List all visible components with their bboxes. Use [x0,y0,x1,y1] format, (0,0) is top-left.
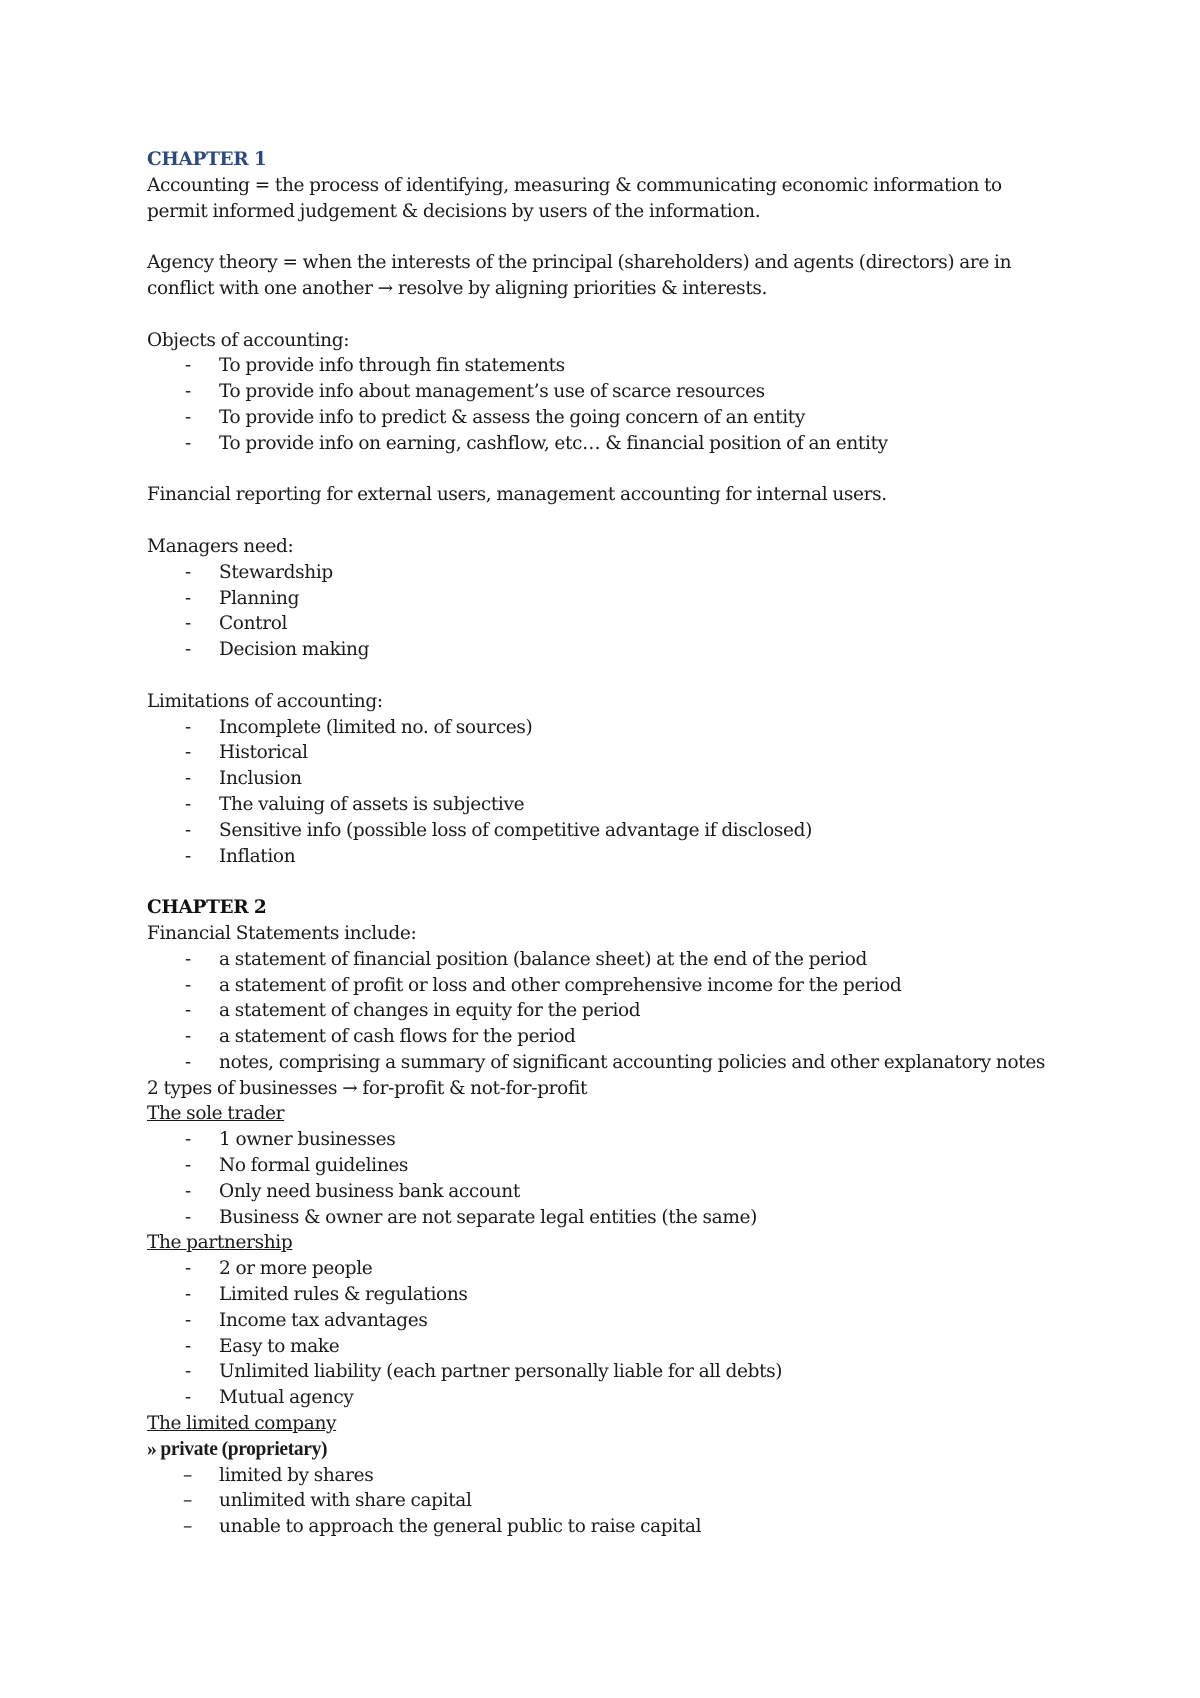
list-item: - Inflation [147,844,1067,870]
list-item: - Planning [147,586,1067,612]
list-item: - Inclusion [147,766,1067,792]
accounting-definition-line-2: permit informed judgement & decisions by users of the information. [147,200,761,222]
list-item: - Unlimited liability (each partner personally liable for all debts) [147,1359,1067,1385]
private-company-list [147,1463,1067,1540]
objects-title: Objects of accounting: [147,329,350,351]
chapter-1-heading: CHAPTER 1 [147,149,267,170]
financial-statements-title: Financial Statements include: [147,922,417,944]
list-item: - notes, comprising a summary of significant accounting policies and other explanatory notes [147,1050,1067,1076]
list-item: - 2 or more people [147,1256,1067,1282]
partnership-heading: The partnership [147,1232,293,1254]
list-item: - Mutual agency [147,1385,1067,1411]
list-item: - No formal guidelines [147,1153,1067,1179]
limitations-title: Limitations of accounting: [147,690,383,712]
list-item: - To provide info through fin statements [147,353,1067,379]
list-item: - Control [147,611,1067,637]
agency-theory-line-2: conflict with one another → resolve by aligning priorities & interests. [147,277,768,299]
list-item: - To provide info to predict & assess the going concern of an entity [147,405,1067,431]
list-item: - Stewardship [147,560,1067,586]
accounting-definition-line-1: Accounting = the process of identifying, measuring & communicating economic information to [147,174,1002,196]
list-item: - Sensitive info (possible loss of competitive advantage if disclosed) [147,818,1067,844]
document-page [147,147,1067,1540]
list-item: - The valuing of assets is subjective [147,792,1067,818]
list-item: - Incomplete (limited no. of sources) [147,715,1067,741]
objects-list [147,353,1067,456]
managers-title: Managers need: [147,535,294,557]
list-item: - Business & owner are not separate legal entities (the same) [147,1205,1067,1231]
managers-list [147,560,1067,663]
sole-trader-list [147,1127,1067,1230]
chapter-2-heading: CHAPTER 2 [147,897,267,919]
list-item: - Historical [147,740,1067,766]
business-types-line: 2 types of businesses → for-profit & not-for-profit [147,1077,588,1099]
list-item: - Easy to make [147,1334,1067,1360]
list-item: - Only need business bank account [147,1179,1067,1205]
list-item: - Income tax advantages [147,1308,1067,1334]
limitations-list [147,715,1067,870]
limited-company-heading: The limited company [147,1413,337,1435]
agency-theory-line-1: Agency theory = when the interests of the principal (shareholders) and agents (directors) are in [147,252,1012,274]
list-item: - 1 owner businesses [147,1127,1067,1153]
list-item: – limited by shares [147,1463,1067,1489]
list-item: - a statement of cash flows for the period [147,1024,1067,1050]
private-proprietary-heading: » private (proprietary) [147,1438,328,1460]
list-item: – unable to approach the general public to raise capital [147,1514,1067,1540]
list-item: - To provide info on earning, cashflow, etc… & financial position of an entity [147,431,1067,457]
list-item: - a statement of changes in equity for the period [147,998,1067,1024]
sole-trader-heading: The sole trader [147,1103,285,1125]
list-item: - To provide info about management’s use of scarce resources [147,379,1067,405]
partnership-list [147,1256,1067,1411]
list-item: - a statement of financial position (balance sheet) at the end of the period [147,947,1067,973]
list-item: - a statement of profit or loss and other comprehensive income for the period [147,973,1067,999]
list-item: - Limited rules & regulations [147,1282,1067,1308]
financial-statements-list [147,947,1067,1076]
reporting-line: Financial reporting for external users, management accounting for internal users. [147,484,887,506]
list-item: – unlimited with share capital [147,1488,1067,1514]
list-item: - Decision making [147,637,1067,663]
